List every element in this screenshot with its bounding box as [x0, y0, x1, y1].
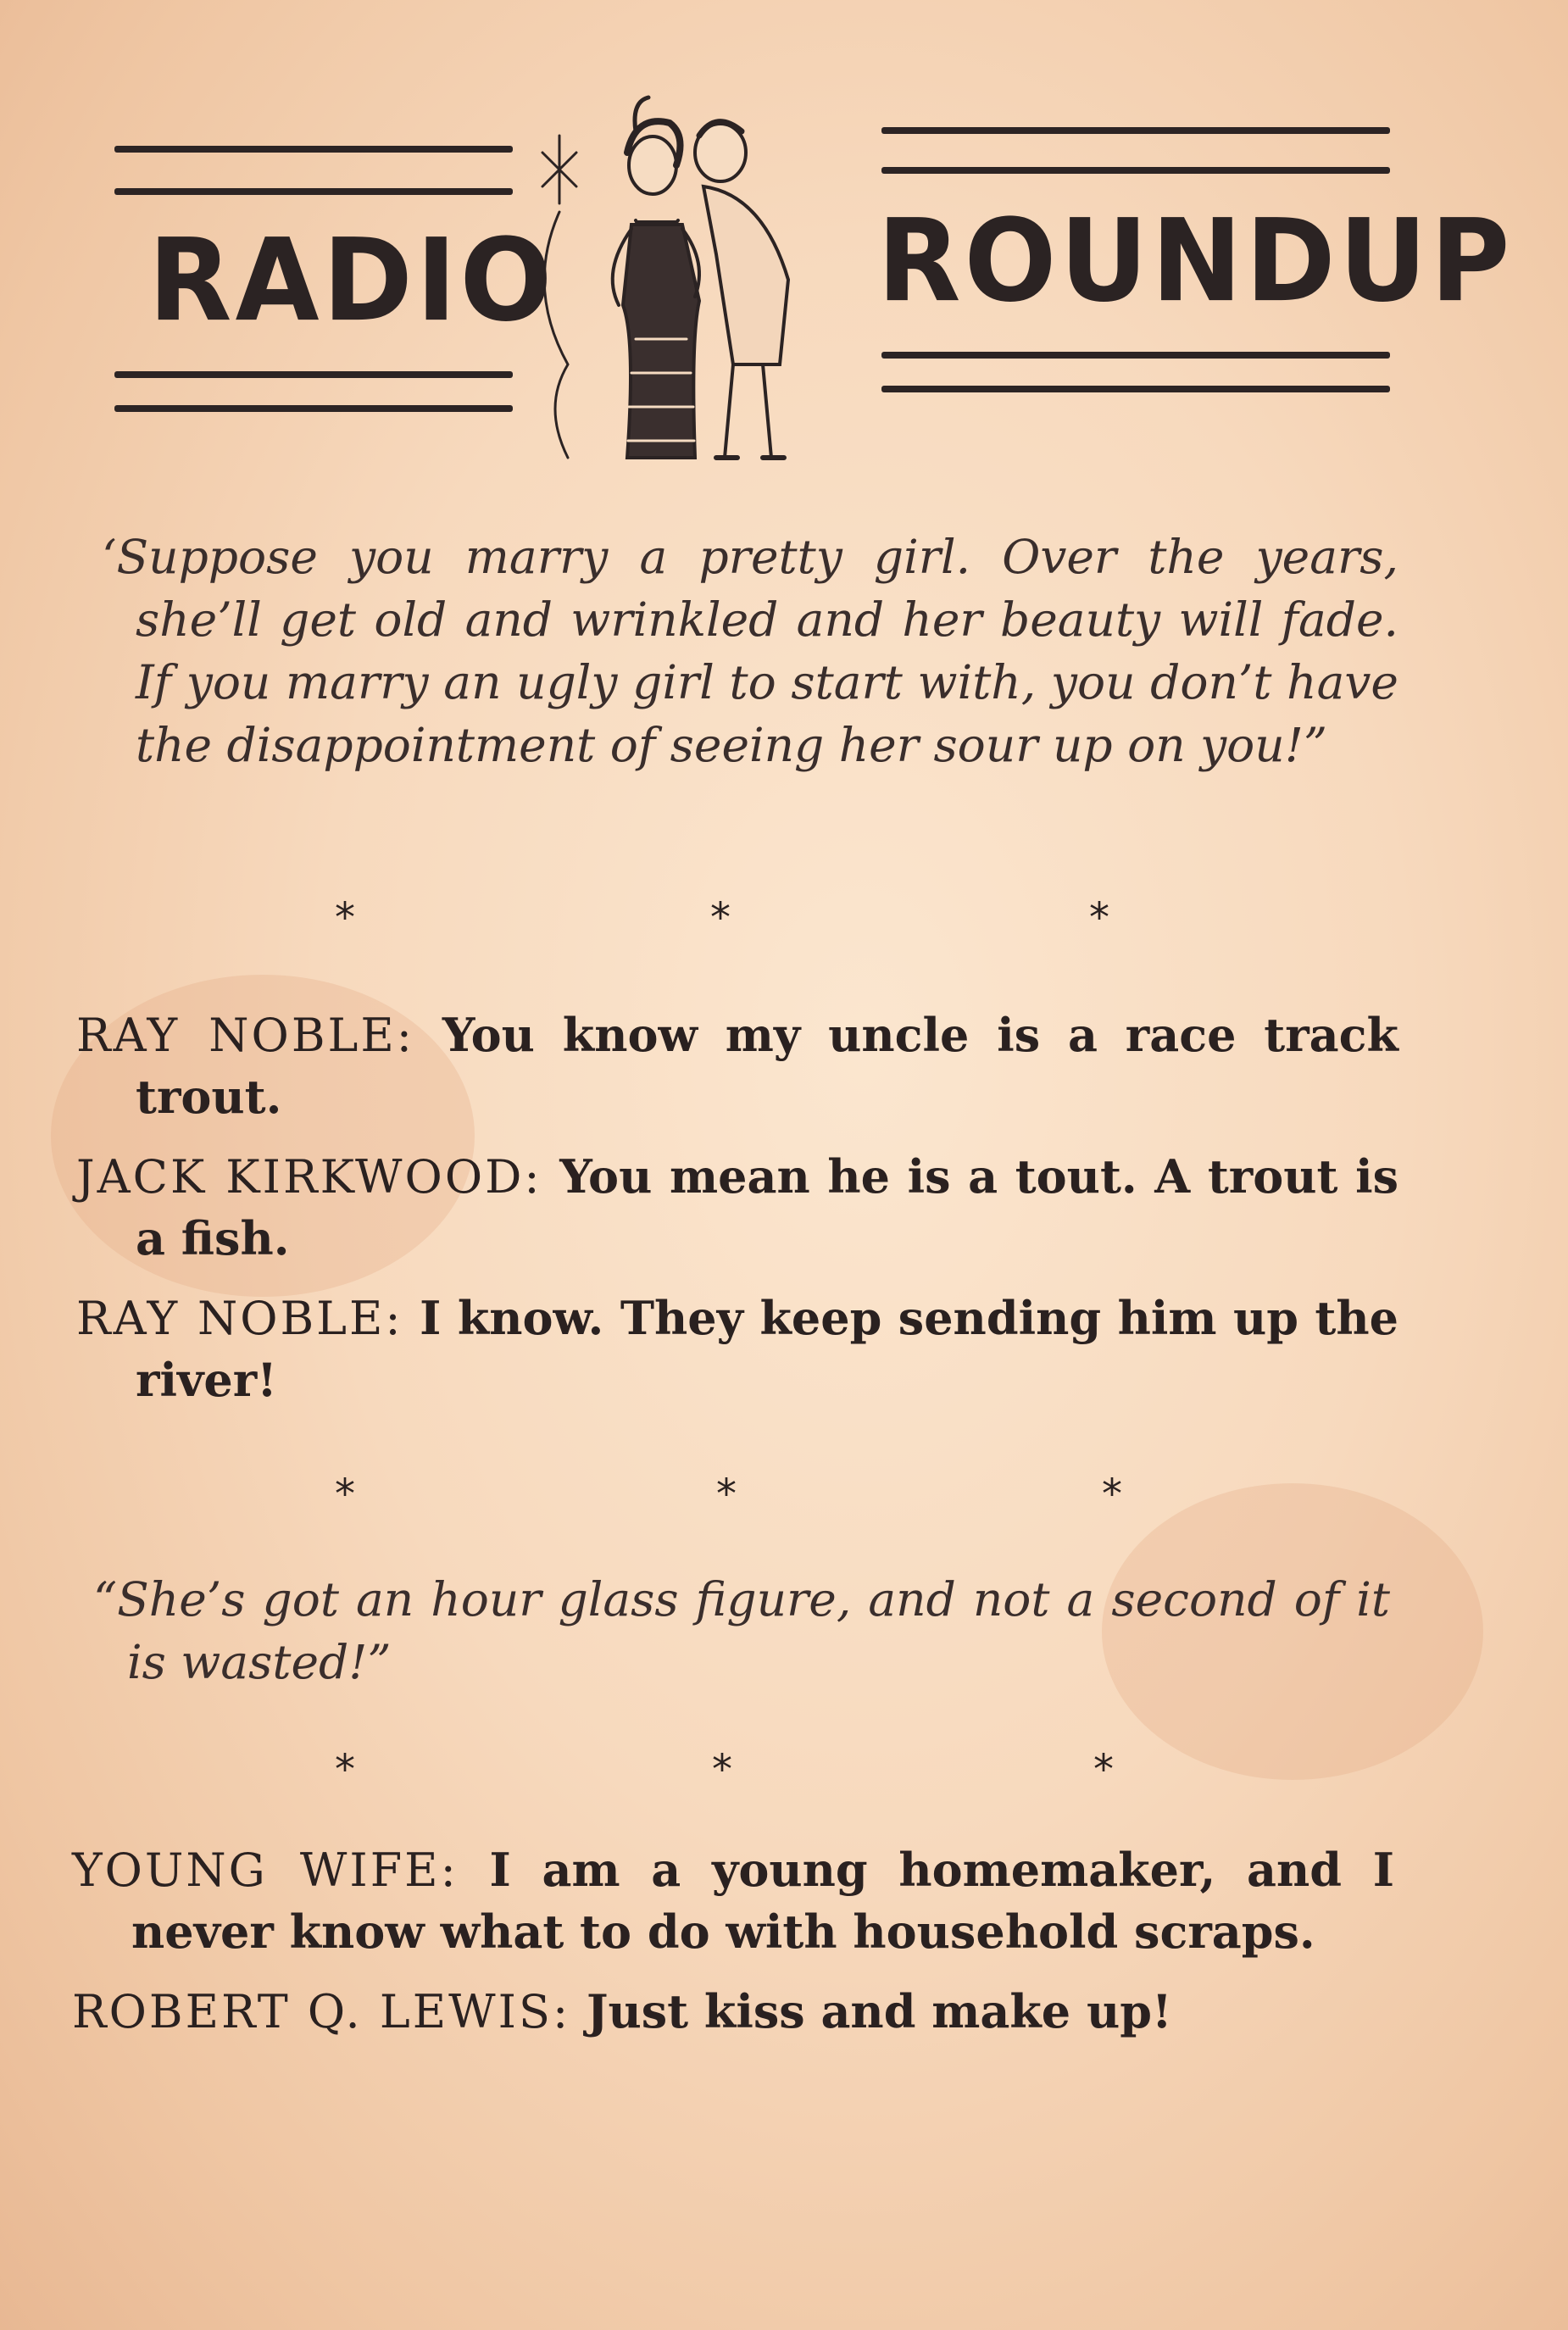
header-rule: [114, 371, 513, 378]
header-rule: [114, 188, 513, 195]
dialog-line: [76, 1004, 1398, 1127]
joke-quote: [102, 526, 1398, 776]
joke-dialog: [76, 1004, 1398, 1410]
title-roundup: ROUNDUP: [877, 195, 1514, 328]
dialog-text: You know my uncle is a race track trout.: [136, 1008, 1398, 1124]
separator-star: *: [1089, 894, 1109, 942]
header-rule: [114, 405, 513, 412]
joke-dialog: [72, 1839, 1394, 2043]
dialog-line: [72, 1981, 1394, 2043]
speaker-name: JACK KIRKWOOD:: [76, 1150, 542, 1204]
dialog-text: I know. They keep sending him up the river!: [136, 1291, 1398, 1407]
speaker-name: RAY NOBLE:: [76, 1009, 414, 1062]
header-rule: [114, 146, 513, 153]
separator-star: *: [712, 1746, 732, 1793]
separator-star: *: [1102, 1471, 1122, 1518]
header-rule: [881, 352, 1390, 359]
joke-quote: [93, 1568, 1390, 1693]
header-rule: [881, 167, 1390, 174]
separator: [0, 894, 1568, 945]
separator-star: *: [335, 1471, 355, 1518]
dialog-text: I am a young homemaker, and I never know what to do with household scraps.: [131, 1843, 1394, 1959]
separator-star: *: [335, 894, 355, 942]
separator-star: *: [710, 894, 731, 942]
separator-star: *: [335, 1746, 355, 1793]
dialog-text: You mean he is a tout. A trout is a fish.: [136, 1149, 1398, 1265]
page-header: [0, 0, 1568, 475]
separator: [0, 1471, 1568, 1521]
dialog-line: [76, 1146, 1398, 1269]
quote-text: “She’s got an hour glass figure, and not a second of it is wasted!”: [93, 1572, 1390, 1689]
separator: [0, 1746, 1568, 1797]
header-rule: [881, 127, 1390, 134]
header-rule: [881, 386, 1390, 392]
quote-text: ‘Suppose you marry a pretty girl. Over the years, she’ll get old and wrinkled and her beauty will fade. If you marry an ugly girl to start with, you don’t have the disappointment of seeing her sour up on you!”: [102, 530, 1398, 772]
separator-star: *: [716, 1471, 737, 1518]
dialog-line: [76, 1287, 1398, 1410]
couple-illustration: [509, 85, 848, 466]
speaker-name: ROBERT Q. LEWIS:: [72, 1985, 571, 2038]
title-radio: RADIO: [148, 214, 556, 348]
dialog-line: [72, 1839, 1394, 1962]
dialog-text: Just kiss and make up!: [586, 1984, 1172, 2038]
speaker-name: YOUNG WIFE:: [72, 1843, 459, 1897]
speaker-name: RAY NOBLE:: [76, 1292, 403, 1345]
separator-star: *: [1093, 1746, 1114, 1793]
